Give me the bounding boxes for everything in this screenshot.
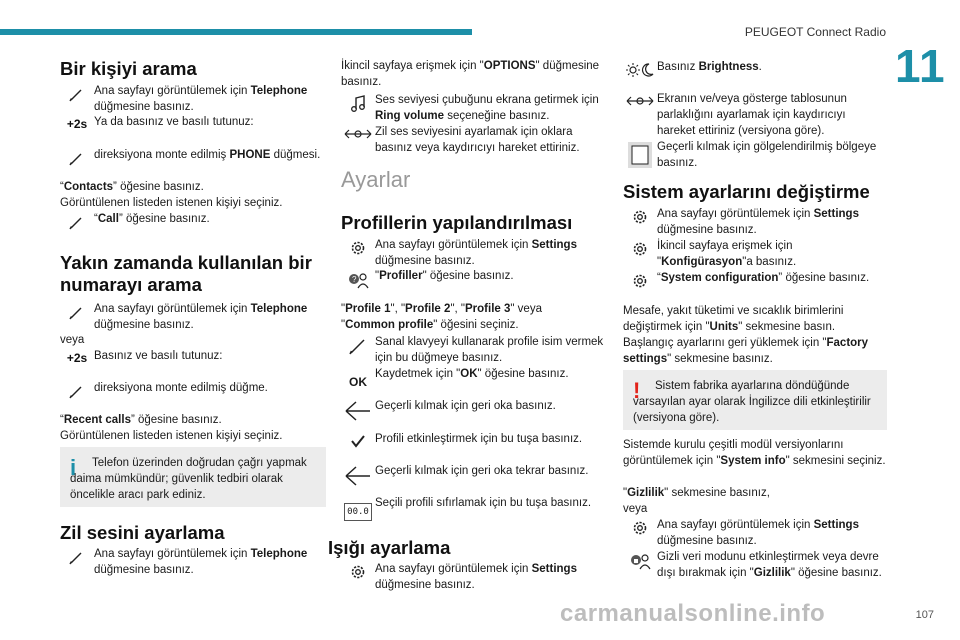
step: Geçerli kılmak için geri oka basınız.: [341, 398, 609, 422]
step: Ana sayfayı görüntülemek için Telephone düğmesine basınız.: [60, 83, 326, 115]
step: Zil ses seviyesini ayarlamak için oklara basınız veya kaydırıcıyı hareket ettiriniz.: [341, 124, 609, 156]
profile-icon: [341, 268, 375, 290]
heading-search-contact: Bir kişiyi arama: [60, 58, 197, 79]
step: 00.0 Seçili profili sıfırlamak için bu tuşa basınız.: [341, 495, 609, 521]
pen-icon: [60, 380, 94, 400]
warning-note: ! Sistem fabrika ayarlarına döndüğünde varsayılan ayar olarak İngilizce dili etkinleştirilir (versiyona göre).: [623, 370, 887, 430]
gear-icon: [341, 237, 375, 269]
step: Ana sayfayı görüntülemek için Telephone düğmesine basınız.: [60, 546, 326, 578]
pen-icon: [60, 301, 94, 333]
pen-icon: [60, 546, 94, 578]
step: Ana sayfayı görüntülemek için Settings düğmesine basınız.: [341, 561, 609, 593]
info-icon: i: [70, 455, 77, 480]
step: Ekranın ve/veya gösterge tablosunun parlaklığını ayarlamak için kaydırıcıyı hareket ettiriniz (versiyona göre).: [623, 91, 887, 139]
step: +2s Ya da basınız ve basılı tutunuz:: [60, 114, 326, 132]
pen-icon: [60, 83, 94, 115]
paragraph: veya: [60, 334, 85, 346]
gear-icon: [623, 206, 657, 238]
step: Sanal klavyeyi kullanarak profile isim vermek için bu düğmeye basınız.: [341, 334, 609, 366]
step: İkincil sayfaya erişmek için "Konfigürasyon"a basınız.: [623, 238, 887, 270]
step: Profili etkinleştirmek için bu tuşa basınız.: [341, 431, 609, 449]
step: “Call” öğesine basınız.: [60, 211, 326, 231]
pen-icon: [60, 211, 94, 231]
paragraph: Başlangıç ayarlarını geri yüklemek için "Factory settings" sekmesine basınız.: [623, 337, 869, 365]
step: “System configuration” öğesine basınız.: [623, 270, 887, 290]
step: Ana sayfayı görüntülemek için Telephone düğmesine basınız.: [60, 301, 326, 333]
watermark: carmanualsonline.info: [560, 600, 826, 627]
header-accent-bar: [0, 29, 472, 35]
step: +2s Basınız ve basılı tutunuz:: [60, 348, 326, 366]
hold-2s-icon: +2s: [66, 117, 88, 131]
check-icon: [341, 431, 375, 449]
step: ? "Profiller" öğesine basınız.: [341, 268, 609, 290]
step: Basınız Brightness.: [623, 59, 887, 79]
info-note: i Telefon üzerinden doğrudan çağrı yapmak daima mümkündür; güvenlik tedbiri olarak öncelikle aracı park ediniz.: [60, 447, 326, 507]
gear-icon: [623, 517, 657, 549]
heading-light: Işığı ayarlama: [328, 537, 451, 558]
reset-timer-icon: 00.0: [341, 495, 375, 521]
step: Ana sayfayı görüntülemek için Settings düğmesine basınız.: [623, 206, 887, 238]
svg-text:?: ?: [352, 275, 357, 284]
header-title: PEUGEOT Connect Radio: [744, 25, 886, 39]
chapter-number: 11: [895, 40, 946, 92]
heading-ringtone: Zil sesini ayarlama: [60, 522, 225, 543]
shaded-area-icon: [623, 139, 657, 171]
music-note-icon: [341, 92, 375, 124]
gear-icon: [623, 238, 657, 270]
paragraph: Görüntülenen listeden istenen kişiyi seçiniz.: [60, 430, 283, 442]
paragraph: veya: [623, 503, 648, 515]
pen-icon: [60, 147, 94, 167]
step: OK Kaydetmek için "OK" öğesine basınız.: [341, 366, 609, 390]
warning-icon: !: [633, 378, 641, 403]
slider-arrows-icon: [623, 91, 657, 139]
ok-icon: OK: [349, 375, 367, 389]
back-arrow-icon: [341, 463, 375, 487]
gear-icon: [341, 561, 375, 593]
hold-2s-icon: +2s: [66, 351, 88, 365]
paragraph: Görüntülenen listeden istenen kişiyi seçiniz.: [60, 197, 283, 209]
heading-system-settings: Sistem ayarlarını değiştirme: [623, 181, 870, 202]
step: direksiyona monte edilmiş düğme.: [60, 380, 326, 400]
back-arrow-icon: [341, 398, 375, 422]
slider-arrows-icon: [341, 124, 375, 156]
gear-icon: [623, 270, 657, 290]
step: Ses seviyesi çubuğunu ekrana getirmek için Ring volume seçeneğine basınız.: [341, 92, 609, 124]
heading-profiles: Profillerin yapılandırılması: [341, 212, 573, 233]
paragraph: "Gizlilik" sekmesine basınız,: [623, 487, 770, 499]
paragraph: İkincil sayfaya erişmek için "OPTIONS" düğmesine basınız.: [341, 60, 600, 88]
paragraph: “Recent calls” öğesine basınız.: [60, 414, 222, 426]
step: Geçerli kılmak için geri oka tekrar basınız.: [341, 463, 609, 487]
step: Gizli veri modunu etkinleştirmek veya devre dışı bırakmak için "Gizlilik" öğesine basınız.: [623, 549, 887, 581]
privacy-icon: [623, 549, 657, 581]
pen-icon: [341, 334, 375, 366]
step: Ana sayfayı görüntülemek için Settings düğmesine basınız.: [623, 517, 887, 549]
brightness-icon: [623, 59, 657, 79]
paragraph: Sistemde kurulu çeşitli modül versiyonlarını görüntülemek için "System info" sekmesini seçiniz.: [623, 439, 886, 467]
page-number: 107: [915, 609, 934, 621]
heading-settings: Ayarlar: [341, 167, 411, 192]
paragraph: Mesafe, yakıt tüketimi ve sıcaklık birimlerini değiştirmek için "Units" sekmesine basın.: [623, 305, 844, 333]
paragraph: "Profile 1", "Profile 2", "Profile 3" veya: [341, 303, 542, 315]
step: Ana sayfayı görüntülemek için Settings düğmesine basınız.: [341, 237, 609, 269]
paragraph: "Common profile" öğesini seçiniz.: [341, 319, 519, 331]
step: direksiyona monte edilmiş PHONE düğmesi.: [60, 147, 326, 167]
heading-recent-number: Yakın zamanda kullanılan bir numarayı arama: [60, 252, 312, 295]
step: Geçerli kılmak için gölgelendirilmiş bölgeye basınız.: [623, 139, 887, 171]
paragraph: “Contacts” öğesine basınız.: [60, 181, 204, 193]
